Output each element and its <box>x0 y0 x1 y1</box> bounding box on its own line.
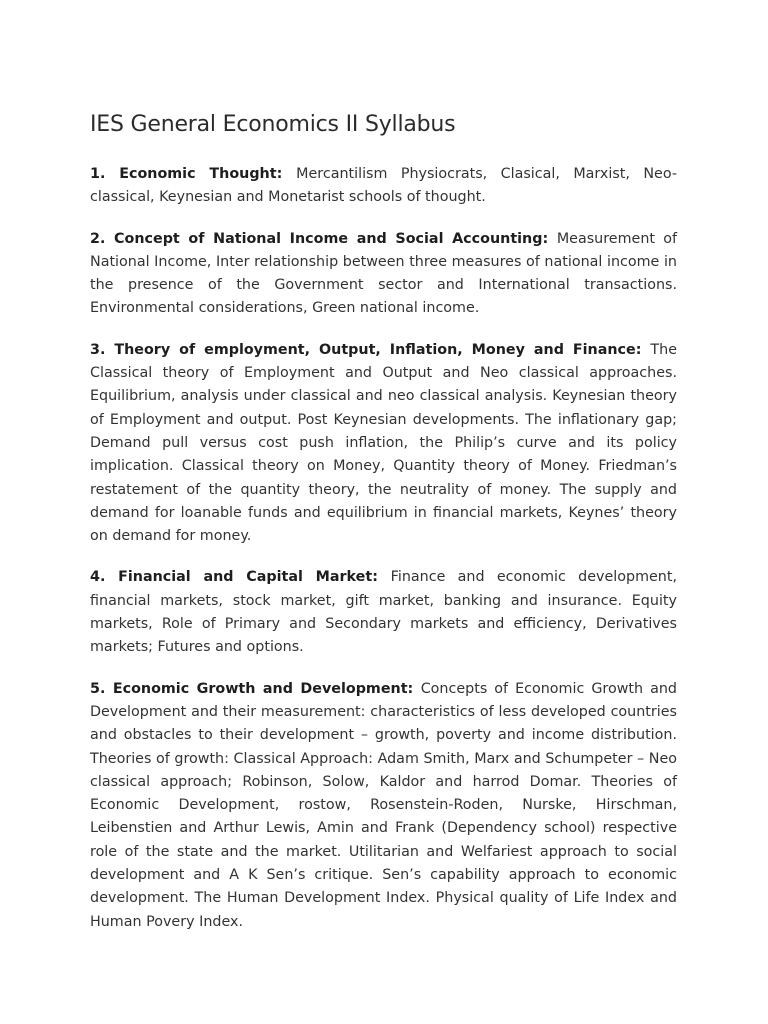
section-growth-development <box>90 678 677 934</box>
section-body: The Classical theory of Employment and Output and Neo classical approaches. Equilibrium, analysis under classical and neo classical analysis. Keynesian theory of Employment and output. Post Keynesian developments. The inflationary gap; Demand pull versus cost push inflation, the Philip’s curve and its policy implication. Classical theory on Money, Quantity theory of Money. Friedman’s restatement of the quantity theory, the neutrality of money. The supply and demand for loanable funds and equilibrium in financial markets, Keynes’ theory on demand for money. <box>90 341 677 545</box>
section-body: Finance and economic development, financial markets, stock market, gift market, banking and insurance. Equity markets, Role of Primary and Secondary markets and efficiency, Derivatives markets; Futures and options. <box>90 569 677 656</box>
section-heading: 4. Financial and Capital Market: <box>90 569 391 586</box>
section-national-income <box>90 228 677 321</box>
section-body: Measurement of National Income, Inter relationship between three measures of national income in the presence of the Government sector and International transactions. Environmental considerations, Green national income. <box>90 230 677 317</box>
section-employment-output-inflation <box>90 339 677 549</box>
section-heading: 5. Economic Growth and Development: <box>90 680 421 697</box>
section-economic-thought <box>90 163 677 210</box>
section-body: Concepts of Economic Growth and Development and their measurement: characteristics of less developed countries and obstacles to their development – growth, poverty and income distribution. Theories of growth: Classical Approach: Adam Smith, Marx and Schumpeter – Neo classical approach; Robinson, Solow, Kaldor and harrod Domar. Theories of Economic Development, rostow, Rosenstein-Roden, Nurske, Hirschman, Leibenstien and Arthur Lewis, Amin and Frank (Dependency school) respective role of the state and the market. Utilitarian and Welfariest approach to social development and A K Sen’s critique. Sen’s capability approach to economic development. The Human Development Index. Physical quality of Life Index and Human Povery Index. <box>90 680 677 930</box>
section-heading: 3. Theory of employment, Output, Inflation, Money and Finance: <box>90 341 651 358</box>
section-heading: 2. Concept of National Income and Social Accounting: <box>90 230 557 247</box>
section-financial-capital-market <box>90 566 677 659</box>
page-title: IES General Economics II Syllabus <box>90 112 456 137</box>
document-page <box>90 111 677 952</box>
section-body: Mercantilism Physiocrats, Clasical, Marxist, Neo-classical, Keynesian and Monetarist schools of thought. <box>90 166 678 206</box>
section-heading: 1. Economic Thought: <box>90 166 297 182</box>
